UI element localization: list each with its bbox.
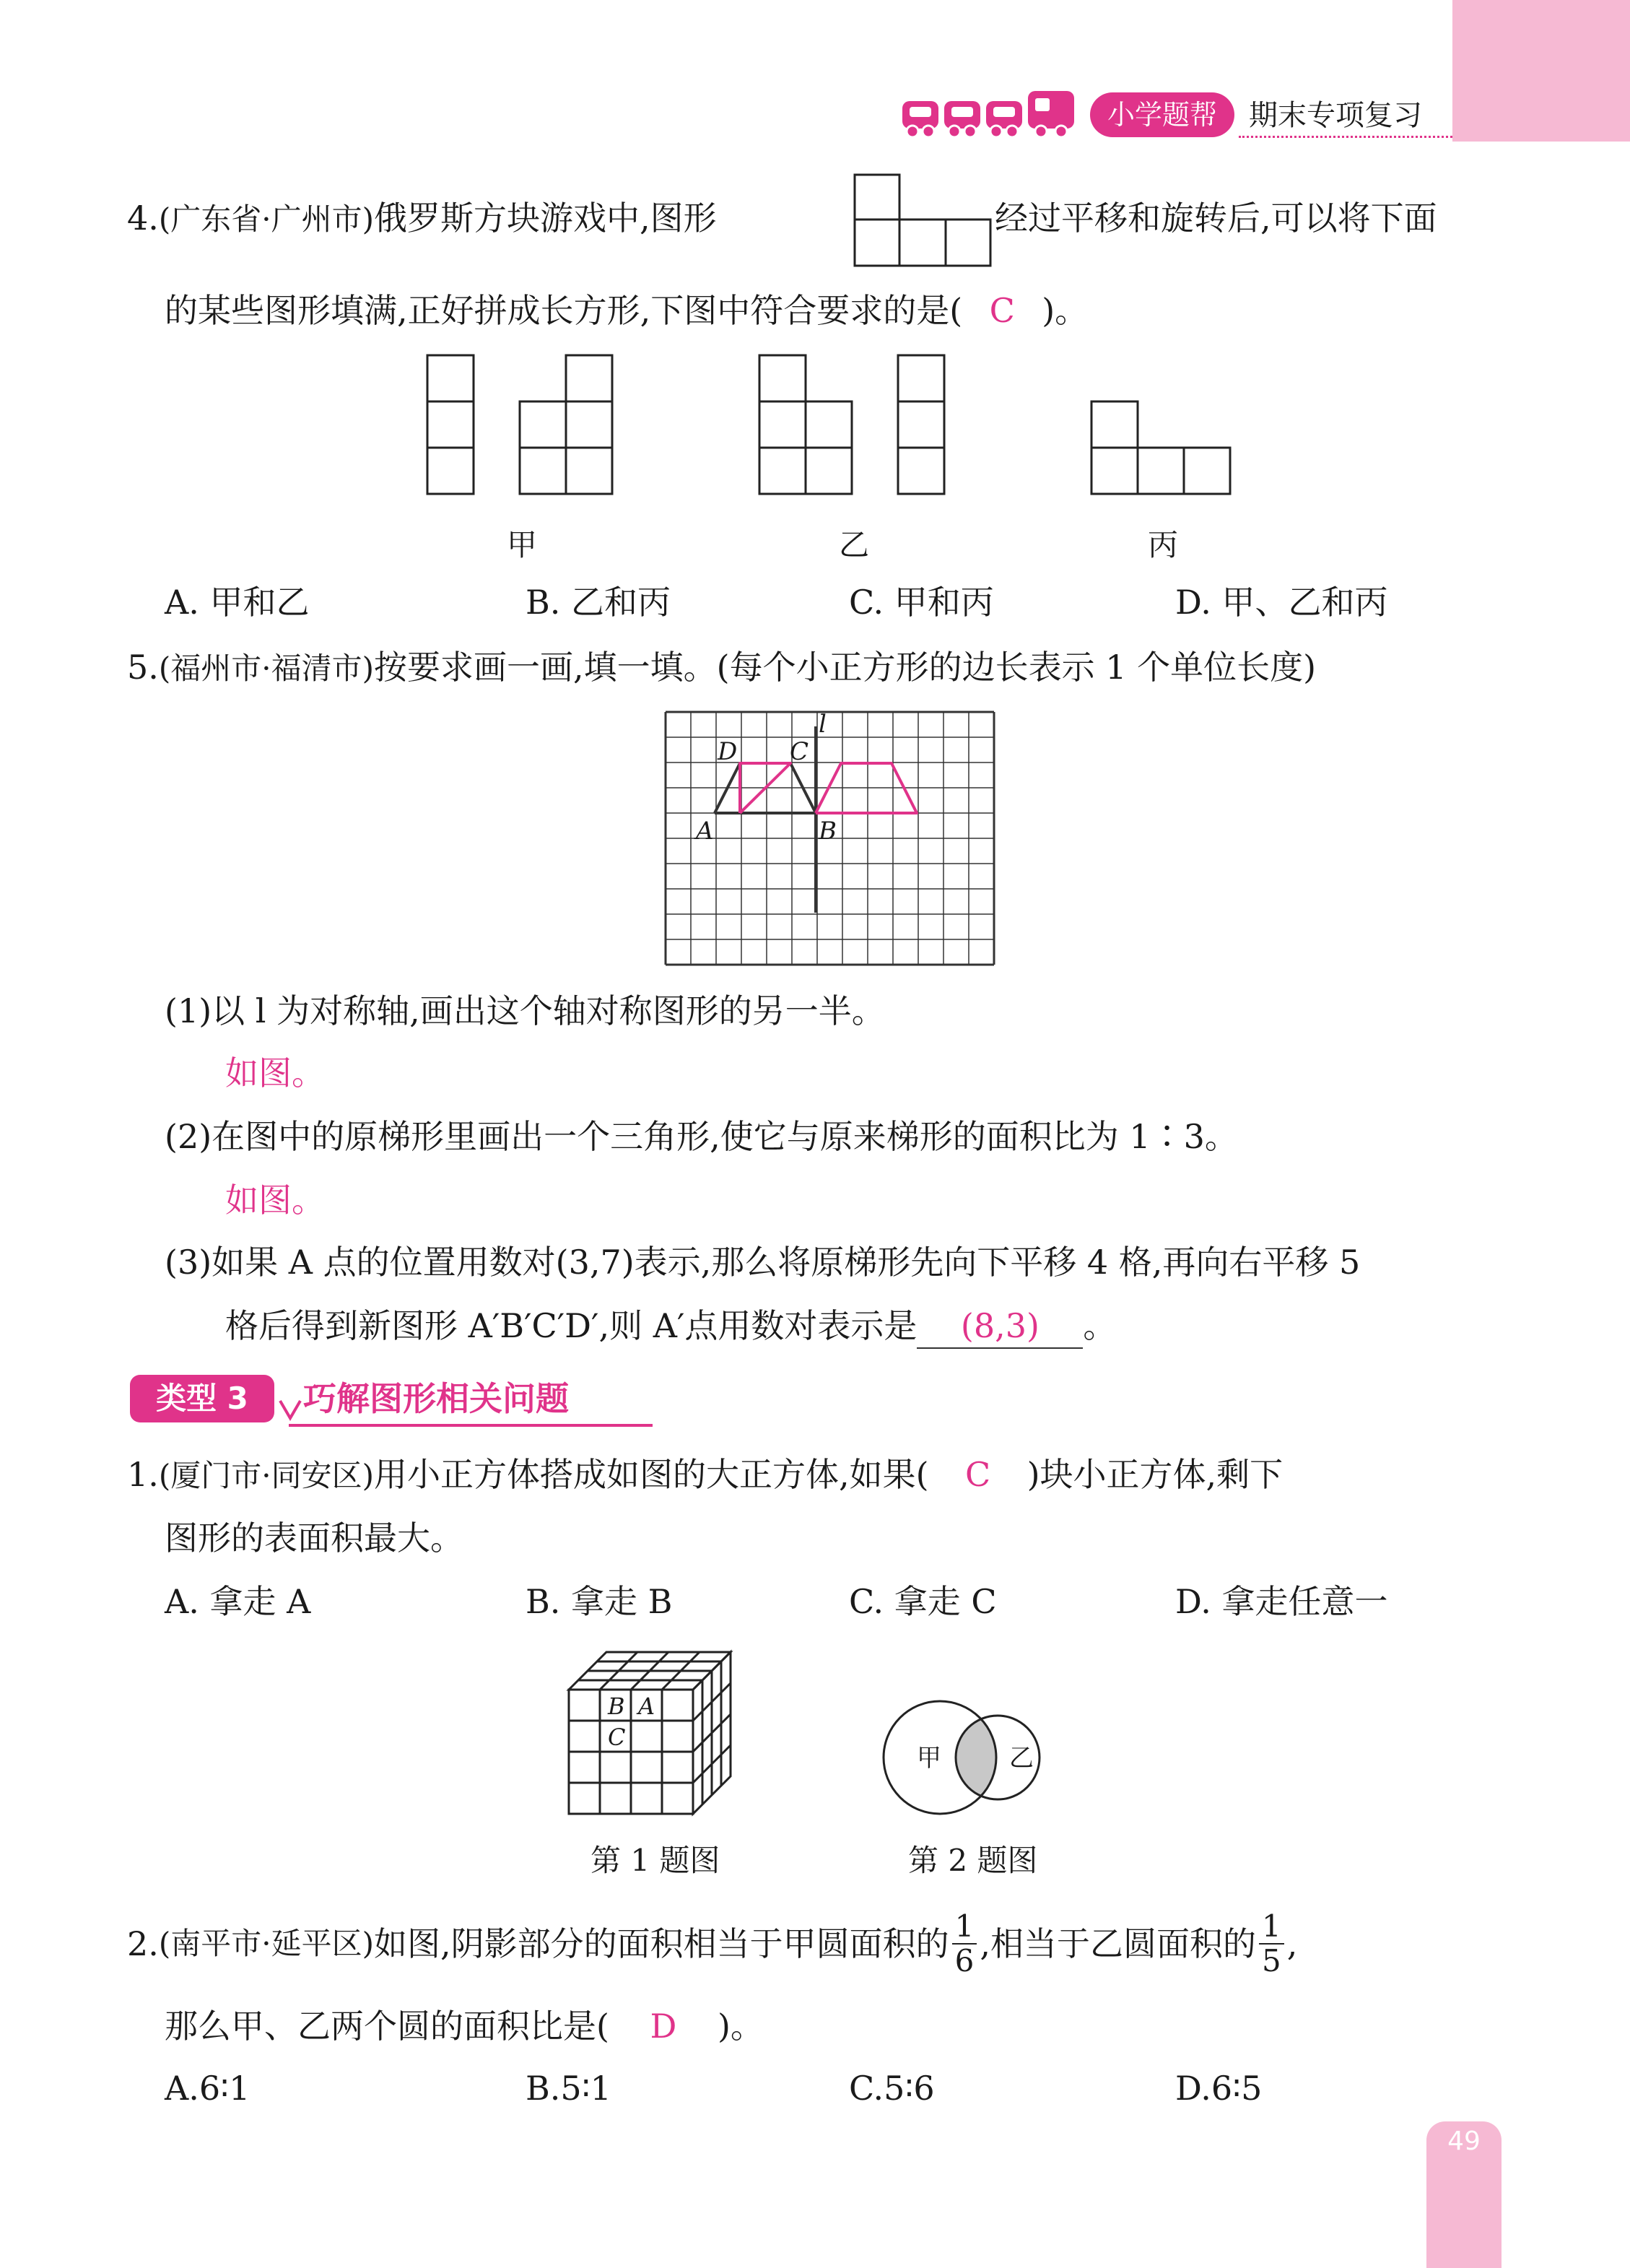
- label-b: B: [819, 817, 837, 846]
- q4-text-b: 经过平移和旋转后,可以将下面: [995, 199, 1437, 238]
- q4-line2-text: 的某些图形填满,正好拼成长方形,下图中符合要求的是(: [165, 291, 963, 330]
- s3q1-number: 1.: [127, 1455, 159, 1494]
- cube-figure: [563, 1646, 751, 1822]
- s3q2-text-a: 如图,阴影部分的面积相当于甲圆面积的: [374, 1924, 949, 1963]
- s3q2-line1: [127, 1906, 1297, 1981]
- s3q1-line2: 图形的表面积最大。: [165, 1518, 463, 1557]
- q5-sub3-answer: (8,3): [917, 1304, 1083, 1349]
- q5-sub3-line1: (3)如果 A 点的位置用数对(3,7)表示,那么将原梯形先向下平移 4 格,再向右平移 5: [165, 1243, 1361, 1282]
- corner-tab: [1452, 0, 1630, 142]
- section-underline: [289, 1424, 653, 1427]
- q5-number: 5.: [127, 648, 159, 687]
- s3q2-option-c: C.5∶6: [849, 2069, 935, 2108]
- q4-answer: C: [989, 291, 1015, 330]
- cube-label-b: B: [608, 1693, 625, 1720]
- header-train-icon: [901, 85, 1081, 146]
- label-l: l: [819, 711, 827, 739]
- header-underline: [1239, 136, 1452, 138]
- label-c: C: [790, 737, 809, 766]
- venn-label-yi: 乙: [1009, 1744, 1034, 1773]
- s3q2-answer: D: [650, 2007, 677, 2046]
- label-yi: 乙: [839, 527, 870, 562]
- q5-sub3-end: 。: [1083, 1306, 1117, 1345]
- s3q1-text-a: 用小正方体搭成如图的大正方体,如果(: [374, 1455, 929, 1494]
- q5-source: (福州市·福清市): [158, 651, 375, 686]
- s3q1-option-a: A. 拿走 A: [165, 1582, 311, 1621]
- q5-text: 按要求画一画,填一填。(每个小正方形的边长表示 1 个单位长度): [374, 648, 1317, 687]
- q5-sub3-text: 格后得到新图形 A′B′C′D′,则 A′点用数对表示是: [225, 1306, 918, 1345]
- q4-line1: [127, 196, 717, 241]
- s3q1-option-c: C. 拿走 C: [849, 1582, 997, 1621]
- s3q1-option-d: D. 拿走任意一: [1175, 1582, 1388, 1621]
- s3q1-source: (厦门市·同安区): [158, 1458, 375, 1493]
- section-title: 巧解图形相关问题: [303, 1379, 569, 1418]
- q4-line2: [165, 289, 1088, 332]
- q5-grid-figure: [664, 711, 996, 972]
- figure-yi: [758, 354, 953, 501]
- tetromino-figure: [853, 173, 992, 271]
- q4-option-d: D. 甲、乙和丙: [1175, 583, 1388, 622]
- s3q2-line2-text: 那么甲、乙两个圆的面积比是(: [165, 2007, 609, 2046]
- q5-line1: [127, 646, 1316, 690]
- section-tag: 类型 3: [130, 1375, 274, 1422]
- figure-bing: [1090, 400, 1234, 501]
- fraction-one-sixth: $\frac{1}{6}$: [952, 1910, 977, 1978]
- figure-jia: [426, 354, 621, 501]
- q4-option-b: B. 乙和丙: [526, 583, 671, 622]
- q5-sub2: (2)在图中的原梯形里画出一个三角形,使它与原来梯形的面积比为 1∶3。: [165, 1117, 1238, 1156]
- q5-sub1: (1)以 l 为对称轴,画出这个轴对称图形的另一半。: [165, 991, 885, 1030]
- q4-option-c: C. 甲和丙: [849, 583, 994, 622]
- s3q2-text-b: ,相当于乙圆面积的: [980, 1924, 1256, 1963]
- s3q2-line2-end: )。: [717, 2007, 764, 2046]
- cube-label-c: C: [608, 1724, 626, 1751]
- q5-sub2-answer: 如图。: [225, 1181, 325, 1220]
- s3q2-option-d: D.6∶5: [1175, 2069, 1263, 2108]
- label-jia: 甲: [507, 527, 538, 562]
- page-number: 49: [1447, 2126, 1481, 2156]
- header-title: 期末专项复习: [1249, 99, 1422, 132]
- q4-line2-end: )。: [1042, 291, 1089, 330]
- s3q1-line1: [127, 1453, 1283, 1498]
- label-bing: 丙: [1148, 527, 1179, 562]
- s3q1-text-b: )块小正方体,剩下: [1027, 1455, 1283, 1494]
- header-badge: 小学题帮: [1090, 92, 1234, 137]
- q4-source: (广东省·广州市): [158, 201, 375, 237]
- fig1-caption: 第 1 题图: [590, 1843, 720, 1878]
- s3q2-source: (南平市·延平区): [158, 1926, 375, 1961]
- page-number-tab: [1426, 2121, 1502, 2268]
- cube-label-a: A: [638, 1693, 655, 1720]
- s3q2-option-a: A.6∶1: [165, 2069, 250, 2108]
- fig2-caption: 第 2 题图: [908, 1843, 1038, 1878]
- fraction-one-fifth: $\frac{1}{5}$: [1259, 1910, 1284, 1978]
- s3q1-option-b: B. 拿走 B: [526, 1582, 673, 1621]
- q5-sub1-answer: 如图。: [225, 1053, 325, 1092]
- q4-number: 4.: [127, 199, 159, 238]
- label-d: D: [718, 737, 738, 766]
- q4-text-a: 俄罗斯方块游戏中,图形: [374, 199, 717, 238]
- s3q2-option-b: B.5∶1: [526, 2069, 611, 2108]
- s3q2-number: 2.: [127, 1924, 159, 1963]
- s3q1-answer: C: [964, 1455, 991, 1494]
- label-a: A: [696, 817, 714, 846]
- s3q2-line2: [165, 2004, 764, 2048]
- q4-option-a: A. 甲和乙: [165, 583, 310, 622]
- venn-figure: [881, 1697, 1061, 1822]
- q5-sub3-line2: [225, 1304, 1116, 1349]
- venn-label-jia: 甲: [917, 1744, 941, 1773]
- s3q2-text-c: ,: [1286, 1924, 1298, 1963]
